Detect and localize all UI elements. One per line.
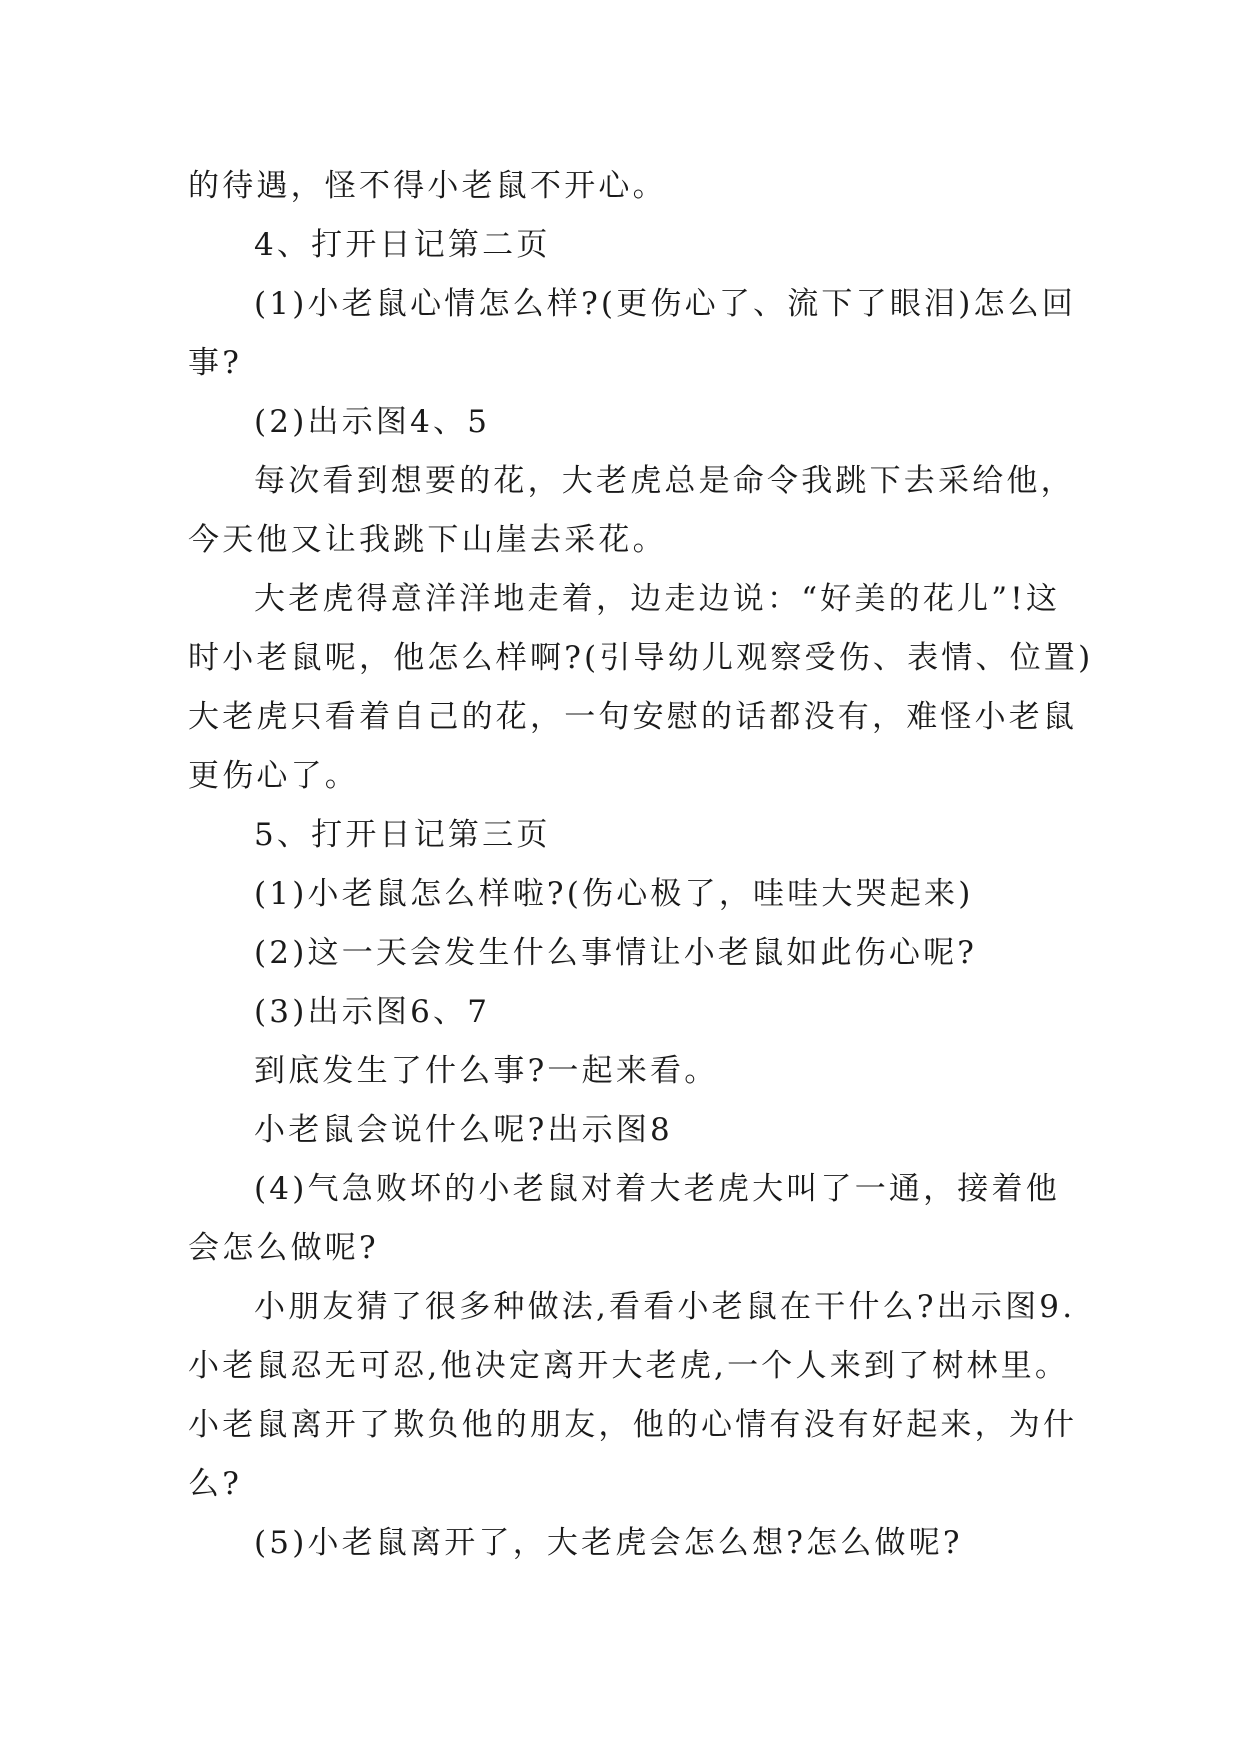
- question-line: (1)小老鼠心情怎么样?(更伤心了、流下了眼泪)怎么回: [254, 286, 1077, 322]
- question-line: (2)这一天会发生什么事情让小老鼠如此伤心呢?: [254, 935, 978, 971]
- text-line: 今天他又让我跳下山崖去采花。: [188, 522, 667, 558]
- question-line: (3)出示图6、7: [254, 994, 491, 1030]
- question-line: (1)小老鼠怎么样啦?(伤心极了，哇哇大哭起来): [254, 876, 974, 912]
- text-line: 小老鼠忍无可忍,他决定离开大老虎,一个人来到了树林里。: [188, 1348, 1070, 1384]
- paragraph-line: 小朋友猜了很多种做法,看看小老鼠在干什么?出示图9.: [254, 1289, 1076, 1325]
- question-line: (5)小老鼠离开了，大老虎会怎么想?怎么做呢?: [254, 1525, 963, 1561]
- text-line: 更伤心了。: [188, 758, 359, 794]
- text-line: 时小老鼠呢，他怎么样啊?(引导幼儿观察受伤、表情、位置): [188, 640, 1094, 676]
- text-line: 小老鼠离开了欺负他的朋友，他的心情有没有好起来，为什: [188, 1407, 1078, 1443]
- text-line: 会怎么做呢?: [188, 1230, 379, 1266]
- paragraph-line: 大老虎得意洋洋地走着，边走边说：“好美的花儿”!这: [254, 581, 1061, 617]
- section-heading: 5、打开日记第三页: [254, 817, 551, 853]
- text-line: 的待遇，怪不得小老鼠不开心。: [188, 168, 667, 204]
- text-line: 事?: [188, 345, 243, 381]
- paragraph-line: 每次看到想要的花，大老虎总是命令我跳下去采给他，: [254, 463, 1075, 499]
- document-body: [188, 157, 1094, 1573]
- paragraph-line: 小老鼠会说什么呢?出示图8: [254, 1112, 673, 1148]
- section-heading: 4、打开日记第二页: [254, 227, 551, 263]
- question-line: (2)出示图4、5: [254, 404, 491, 440]
- text-line: 么?: [188, 1466, 243, 1502]
- text-line: 大老虎只看着自己的花，一句安慰的话都没有，难怪小老鼠: [188, 699, 1078, 735]
- paragraph-line: 到底发生了什么事?一起来看。: [254, 1053, 719, 1089]
- question-line: (4)气急败坏的小老鼠对着大老虎大叫了一通，接着他: [254, 1171, 1060, 1207]
